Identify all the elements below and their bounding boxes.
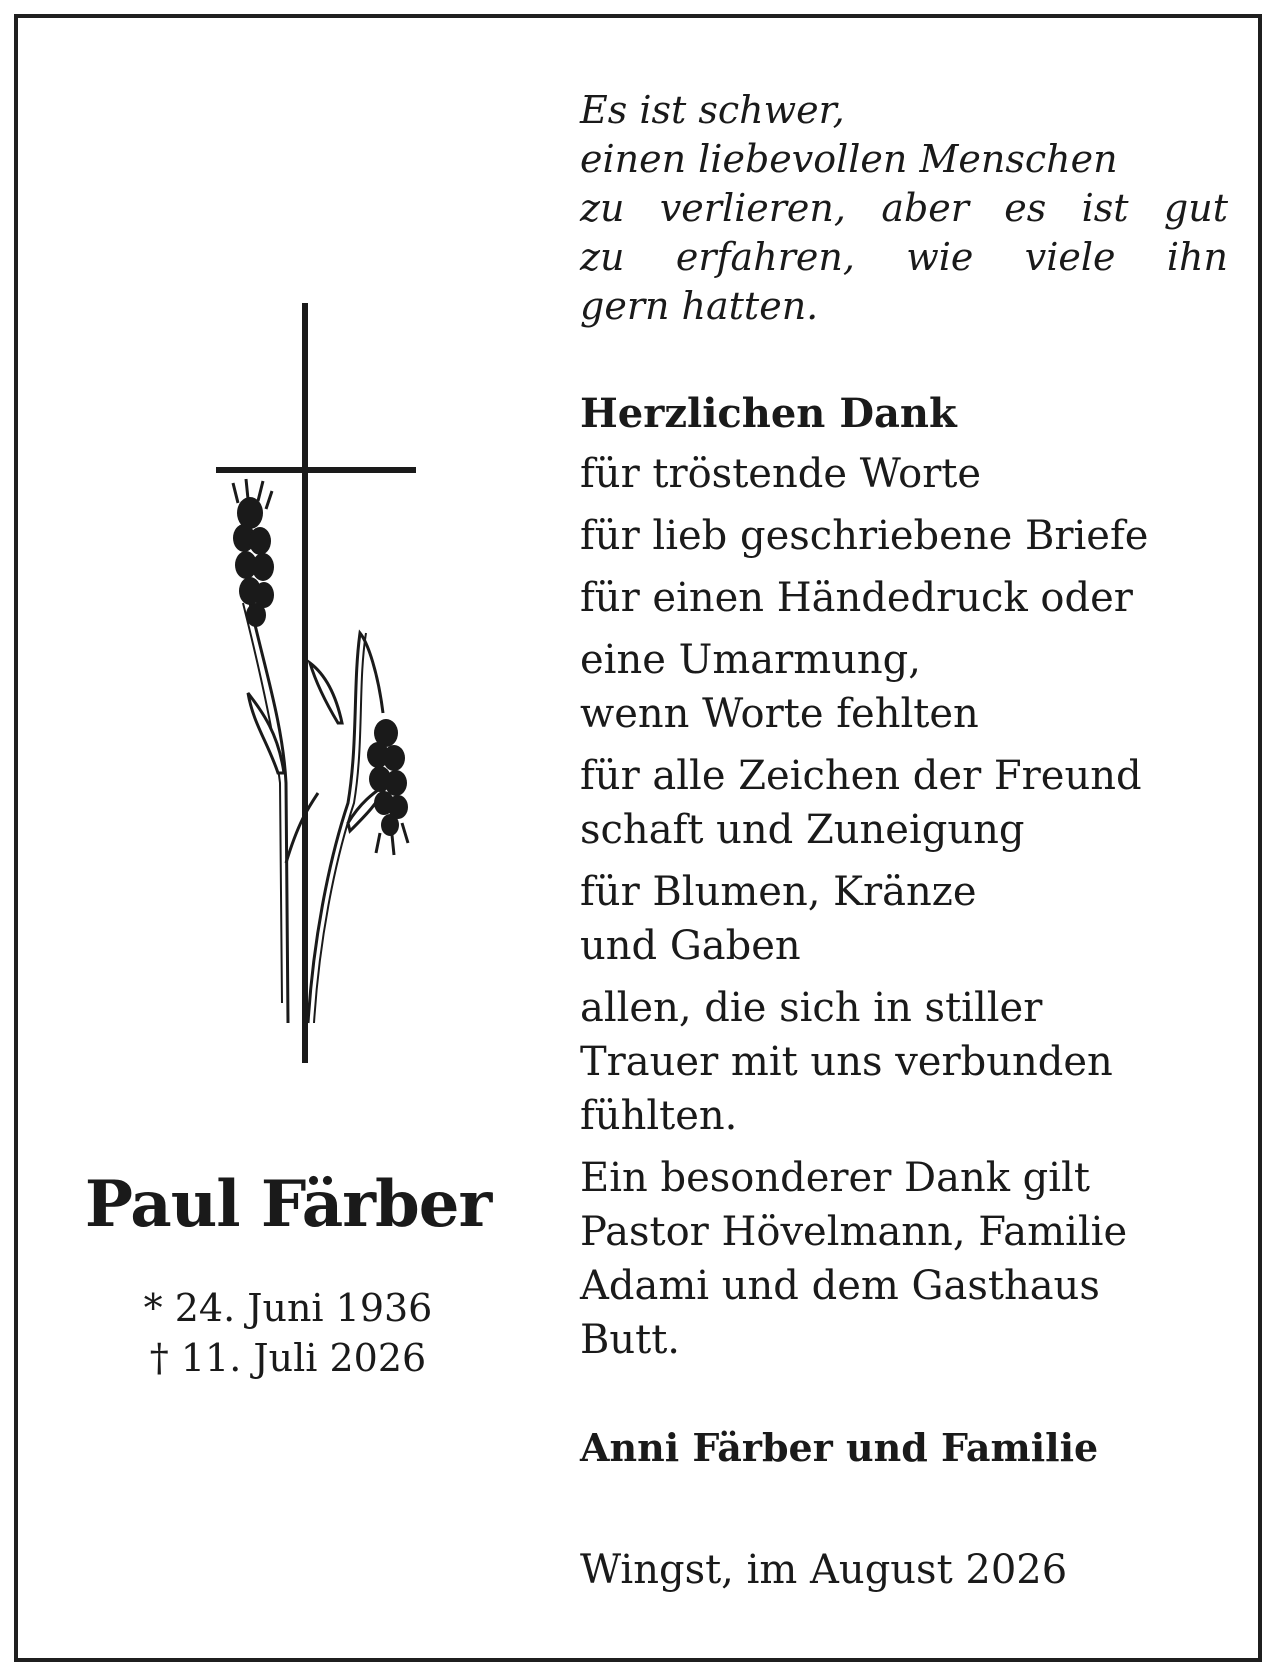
- thanks-line: und Gaben: [580, 923, 801, 969]
- thanks-column: [580, 86, 1228, 1595]
- death-date: † 11. Juli 2026: [149, 1336, 427, 1380]
- deceased-name: Paul Färber: [84, 1167, 492, 1242]
- thanks-line: wenn Worte fehlten: [580, 691, 979, 737]
- thanks-paragraph: [580, 865, 1228, 973]
- quote-line: Es ist schwer,: [580, 88, 845, 132]
- thanks-line: Ein besonderer Dank gilt: [580, 1155, 1090, 1201]
- thanks-line: allen, die sich in stiller: [580, 985, 1043, 1031]
- thanks-line: Butt.: [580, 1317, 681, 1363]
- quote-word: erfahren,: [675, 235, 855, 279]
- thanks-line: Pastor Hövelmann, Familie: [580, 1209, 1128, 1255]
- thanks-line: Trauer mit uns verbunden: [580, 1039, 1113, 1085]
- quote-line-justified: [580, 233, 1228, 282]
- thanks-line: fühlten.: [580, 1093, 738, 1139]
- notice-frame: [14, 14, 1262, 1662]
- quote-line: einen liebevollen Menschen: [580, 137, 1118, 181]
- quote-word: gut: [1163, 186, 1228, 230]
- thanks-line: für einen Händedruck oder: [580, 575, 1133, 621]
- thanks-paragraph: [580, 749, 1228, 857]
- thanks-line: für tröstende Worte: [580, 451, 982, 497]
- thanks-heading: Herzlichen Dank: [580, 390, 957, 437]
- cross-with-wheat-icon: [208, 303, 448, 1073]
- birth-date: * 24. Juni 1936: [143, 1286, 433, 1330]
- thanks-line: für Blumen, Kränze: [580, 869, 977, 915]
- quote-word: verlieren,: [659, 186, 846, 230]
- thanks-paragraph: [580, 447, 1228, 501]
- thanks-line: für lieb geschriebene Briefe: [580, 513, 1149, 559]
- thanks-line: eine Umarmung,: [580, 637, 921, 683]
- quote-line: gern hatten.: [580, 284, 819, 328]
- thanks-line: für alle Zeichen der Freund: [580, 753, 1142, 799]
- quote: [580, 86, 1228, 331]
- quote-word: viele: [1024, 235, 1116, 279]
- quote-line-justified: [580, 184, 1228, 233]
- thanks-paragraph: [580, 509, 1228, 563]
- thanks-line: Adami und dem Gasthaus: [580, 1263, 1100, 1309]
- quote-word: zu: [580, 186, 625, 230]
- quote-word: wie: [906, 235, 974, 279]
- thanks-paragraph: [580, 1151, 1228, 1367]
- quote-word: ist: [1081, 186, 1129, 230]
- signature: Anni Färber und Familie: [580, 1425, 1099, 1470]
- thanks-paragraph: [580, 981, 1228, 1143]
- thanks-paragraph: [580, 571, 1228, 625]
- quote-word: aber: [881, 186, 969, 230]
- quote-word: es: [1004, 186, 1047, 230]
- quote-word: zu: [580, 235, 625, 279]
- thanks-line: schaft und Zuneigung: [580, 807, 1025, 853]
- place-date: Wingst, im August 2026: [580, 1547, 1068, 1593]
- life-dates: [58, 1283, 518, 1383]
- thanks-paragraph: [580, 633, 1228, 741]
- quote-word: ihn: [1166, 235, 1228, 279]
